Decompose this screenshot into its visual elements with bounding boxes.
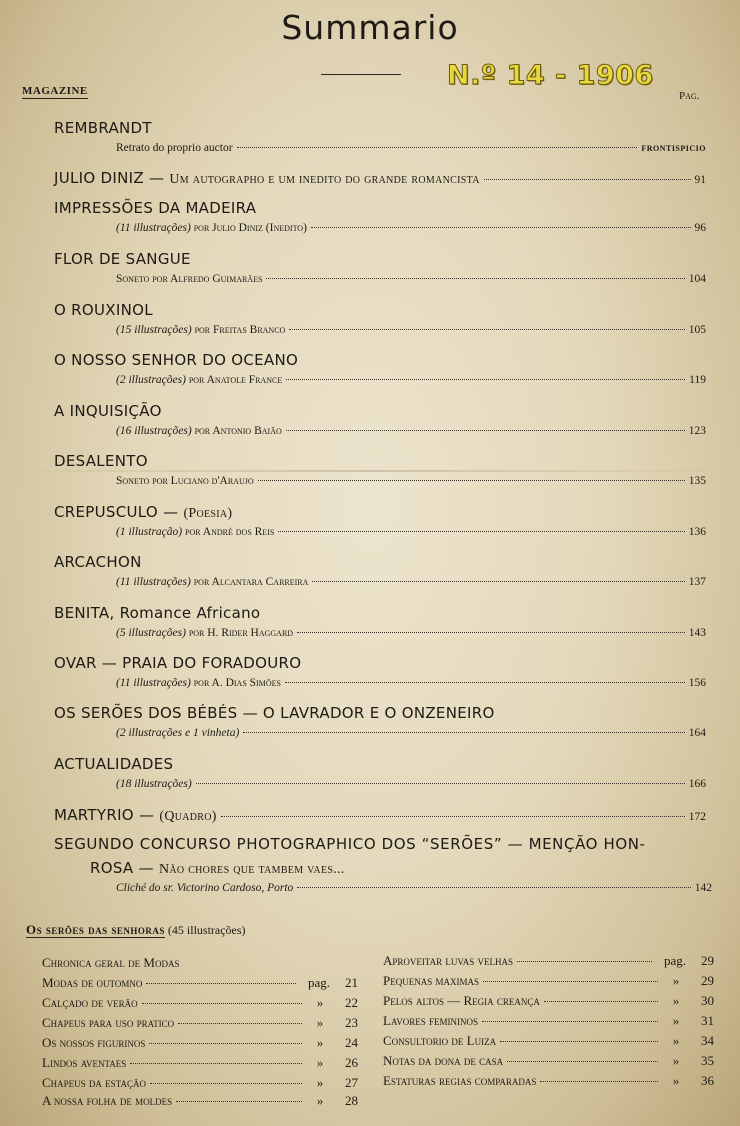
item-marker: pag. [307, 975, 330, 990]
entry-author: por A. Dias Simões [190, 677, 281, 689]
entry-title-smallcaps: Não chores que tambem vaes... [158, 862, 345, 877]
entry-title-main: JULIO DINIZ — [54, 169, 170, 187]
leader-dots [297, 632, 685, 633]
entry-illus-count: (18 illustrações) [116, 778, 192, 790]
leader-dots [311, 227, 691, 228]
list-item [383, 1033, 714, 1049]
leader-dots [500, 1041, 658, 1042]
entry-sub-text: Soneto por Luciano d'Araujo [116, 475, 254, 487]
entry-sub-text [116, 727, 239, 739]
entry-subline [116, 425, 706, 437]
list-item [42, 1015, 358, 1031]
senhoras-count: (45 illustrações) [167, 923, 246, 937]
entry-line [54, 806, 706, 825]
entry-title-main: CREPUSCULO — [54, 503, 184, 521]
paper-crease [0, 470, 740, 472]
pag-column-label: Pag. [679, 90, 700, 102]
item-title: Notas da dona de casa [383, 1053, 504, 1068]
entry-page: 164 [688, 727, 706, 739]
list-item [383, 1013, 714, 1029]
item-marker: » [672, 1053, 680, 1068]
item-page: 24 [345, 1035, 358, 1050]
entry-title-smallcaps: (Quadro) [159, 809, 217, 824]
entry-title: DESALENTO [54, 452, 148, 470]
section-label-senhoras: Os serões das senhoras [26, 922, 165, 937]
item-marker: » [672, 1033, 680, 1048]
entry-illus-count: (11 illustrações) [116, 677, 191, 689]
entry-subline [116, 475, 706, 487]
item-title: Estaturas regias comparadas [383, 1073, 537, 1088]
item-title: Aproveitar luvas velhas [383, 953, 514, 968]
item-title: Chapeus para uso pratico [42, 1015, 175, 1030]
entry-title [54, 604, 260, 622]
entry-title-main: MARTYRIO — [54, 806, 160, 824]
entry-title-plain: Romance Africano [114, 604, 261, 622]
leader-dots [130, 1063, 302, 1064]
entry-subline [116, 882, 712, 894]
item-marker: » [672, 1073, 680, 1088]
leader-dots [312, 581, 684, 582]
entry-page: 166 [688, 778, 706, 790]
entry-page: 104 [688, 273, 706, 285]
item-title: Modas de outomno [42, 975, 143, 990]
entry-sub-text [116, 222, 307, 234]
item-page: 30 [701, 993, 714, 1008]
item-page: 28 [345, 1093, 358, 1108]
leader-dots [482, 1021, 658, 1022]
item-page: 21 [345, 975, 358, 990]
leader-dots [196, 783, 685, 784]
entry-sub-text [116, 526, 274, 538]
entry-page: 136 [688, 526, 706, 538]
leader-dots [243, 732, 684, 733]
entry-sub-text [116, 374, 282, 386]
entry-line [54, 169, 706, 188]
list-item [383, 953, 714, 969]
list-item [383, 1053, 714, 1069]
item-title: Lavores femininos [383, 1013, 479, 1028]
list-item [42, 1055, 358, 1071]
item-marker: » [316, 1035, 324, 1050]
entry-title: ACTUALIDADES [54, 755, 174, 773]
entry-title-main: BENITA, [54, 604, 115, 622]
item-page: 27 [345, 1075, 358, 1090]
entry-illus-count: (1 illustração) [116, 526, 183, 538]
leader-dots [221, 816, 685, 817]
entry-title: FLOR DE SANGUE [54, 250, 191, 268]
entry-subline [116, 576, 706, 588]
leader-dots [517, 961, 652, 962]
entry-subline [116, 222, 706, 234]
leader-dots [237, 147, 638, 148]
entry-subline [116, 778, 706, 790]
entry-subline [116, 142, 706, 154]
item-marker: » [672, 973, 680, 988]
leader-dots [507, 1061, 658, 1062]
item-title: Chronica geral de Modas [42, 955, 180, 970]
item-marker: » [316, 1075, 324, 1090]
entry-subline [116, 727, 706, 739]
item-title: Consultorio de Luiza [383, 1033, 497, 1048]
list-item [42, 955, 358, 971]
list-item [42, 995, 358, 1011]
entry-subline [116, 677, 706, 689]
entry-title: OVAR — PRAIA DO FORADOURO [54, 654, 302, 672]
entry-title: IMPRESSÕES DA MADEIRA [54, 199, 257, 217]
entry-page: 119 [689, 374, 706, 386]
entry-title-smallcaps: (Poesia) [183, 506, 233, 521]
entry-title: O ROUXINOL [54, 301, 153, 319]
entry-page: 123 [688, 425, 706, 437]
entry-page: 96 [694, 222, 706, 234]
leader-dots [289, 329, 684, 330]
leader-dots [540, 1081, 658, 1082]
entry-title-main: ROSA — [90, 859, 159, 877]
item-marker: » [316, 1093, 324, 1108]
item-page: 29 [701, 973, 714, 988]
page-title: Summario [281, 8, 459, 47]
item-marker: pag. [663, 953, 686, 968]
entry-page: 135 [688, 475, 706, 487]
item-title: Pelos altos — Regia creança [383, 993, 540, 1008]
item-title: Os nossos figurinos [42, 1035, 146, 1050]
title-rule [321, 74, 401, 75]
entry-page: 91 [694, 174, 706, 186]
item-page: 26 [345, 1055, 358, 1070]
list-item [42, 1035, 358, 1051]
item-marker: » [316, 1055, 324, 1070]
leader-dots [142, 1003, 302, 1004]
entry-title: O NOSSO SENHOR DO OCEANO [54, 351, 299, 369]
leader-dots [146, 983, 296, 984]
leader-dots [285, 682, 685, 683]
entry-sub-text [116, 677, 281, 689]
list-item [42, 1093, 358, 1109]
item-marker: » [672, 1013, 680, 1028]
item-page: 35 [701, 1053, 714, 1068]
entry-title: SEGUNDO CONCURSO PHOTOGRAPHICO DOS “SERÕES” — MENÇÃO HON- [54, 835, 646, 853]
entry-author: por Antonio Baião [191, 425, 282, 437]
item-page: 29 [701, 953, 714, 968]
item-marker: » [316, 1015, 324, 1030]
entry-illus-count: (2 illustrações) [116, 374, 186, 386]
leader-dots [544, 1001, 658, 1002]
entry-page: frontispicio [641, 142, 706, 154]
list-item [383, 993, 714, 1009]
leader-dots [176, 1101, 302, 1102]
entry-sub-text [116, 778, 192, 790]
entry-illus-count: (11 illustrações) [116, 222, 191, 234]
entry-sub-text [116, 324, 285, 336]
entry-page: 142 [694, 882, 712, 894]
leader-dots [149, 1043, 302, 1044]
list-item [383, 1073, 714, 1089]
list-item [383, 973, 714, 989]
entry-title-cont [90, 859, 345, 878]
leader-dots [297, 887, 690, 888]
entry-title [54, 169, 480, 188]
entry-sub-text [116, 425, 282, 437]
item-page: 36 [701, 1073, 714, 1088]
leader-dots [483, 981, 658, 982]
entry-subline [116, 324, 706, 336]
entry-illus-count: (16 illustrações) [116, 425, 192, 437]
leader-dots [286, 379, 685, 380]
entry-title [54, 806, 217, 825]
entry-page: 105 [688, 324, 706, 336]
entry-author: por Freitas Branco [191, 324, 286, 336]
list-item [42, 975, 358, 991]
entry-subline [116, 627, 706, 639]
entry-title [54, 503, 232, 522]
item-page: 22 [345, 995, 358, 1010]
entry-page: 172 [688, 811, 706, 823]
section-label-magazine: MAGAZINE [22, 85, 88, 97]
entry-title: ARCACHON [54, 553, 142, 571]
entry-credit: Cliché do sr. Victorino Cardoso, Porto [116, 882, 294, 894]
entry-title: REMBRANDT [54, 119, 152, 137]
entry-sub-text [116, 882, 293, 894]
entry-author: por H. Rider Haggard [185, 627, 294, 639]
leader-dots [150, 1083, 302, 1084]
entry-author: por Julio Diniz (Inedito) [190, 222, 307, 234]
leader-dots [258, 480, 685, 481]
leader-dots [278, 531, 684, 532]
leader-dots [266, 278, 684, 279]
entry-page: 143 [688, 627, 706, 639]
entry-author: por Alcantara Carreira [190, 576, 309, 588]
entry-subline [116, 526, 706, 538]
entry-title: A INQUISIÇÃO [54, 402, 162, 420]
entry-subline [116, 374, 706, 386]
entry-illus-count: (2 illustrações e 1 vinheta) [116, 727, 240, 739]
entry-sub-text: Retrato do proprio auctor [116, 142, 233, 154]
item-page: 23 [345, 1015, 358, 1030]
leader-dots [286, 430, 685, 431]
entry-sub-text [116, 627, 293, 639]
list-item [42, 1075, 358, 1091]
item-page: 34 [701, 1033, 714, 1048]
item-title: Chapeus da estação [42, 1075, 146, 1090]
entry-sub-text: Soneto por Alfredo Guimarães [116, 273, 263, 285]
item-page: 31 [701, 1013, 714, 1028]
entry-title-smallcaps: Um autographo e um inedito do grande romancista [169, 172, 480, 187]
entry-sub-text [116, 576, 308, 588]
item-title: Lindos aventaes [42, 1055, 127, 1070]
entry-page: 156 [688, 677, 706, 689]
entry-subline [116, 273, 706, 285]
issue-number: N.º 14 - 1906 [447, 60, 654, 91]
entry-title: OS SERÕES DOS BÉBÉS — O LAVRADOR E O ONZENEIRO [54, 704, 495, 722]
entry-illus-count: (11 illustrações) [116, 576, 191, 588]
item-title: Pequenas maximas [383, 973, 479, 988]
item-marker: » [316, 995, 324, 1010]
item-title: Calçado de verão [42, 995, 138, 1010]
item-title: A nossa folha de moldes [42, 1093, 173, 1108]
entry-illus-count: (15 illustrações) [116, 324, 192, 336]
entry-illus-count: (5 illustrações) [116, 627, 186, 639]
leader-dots [178, 1023, 302, 1024]
leader-dots [484, 179, 691, 180]
item-marker: » [672, 993, 680, 1008]
entry-author: por Anatole France [185, 374, 283, 386]
senhoras-section-header [26, 922, 246, 938]
entry-page: 137 [688, 576, 706, 588]
entry-author: por André dos Reis [182, 526, 275, 538]
